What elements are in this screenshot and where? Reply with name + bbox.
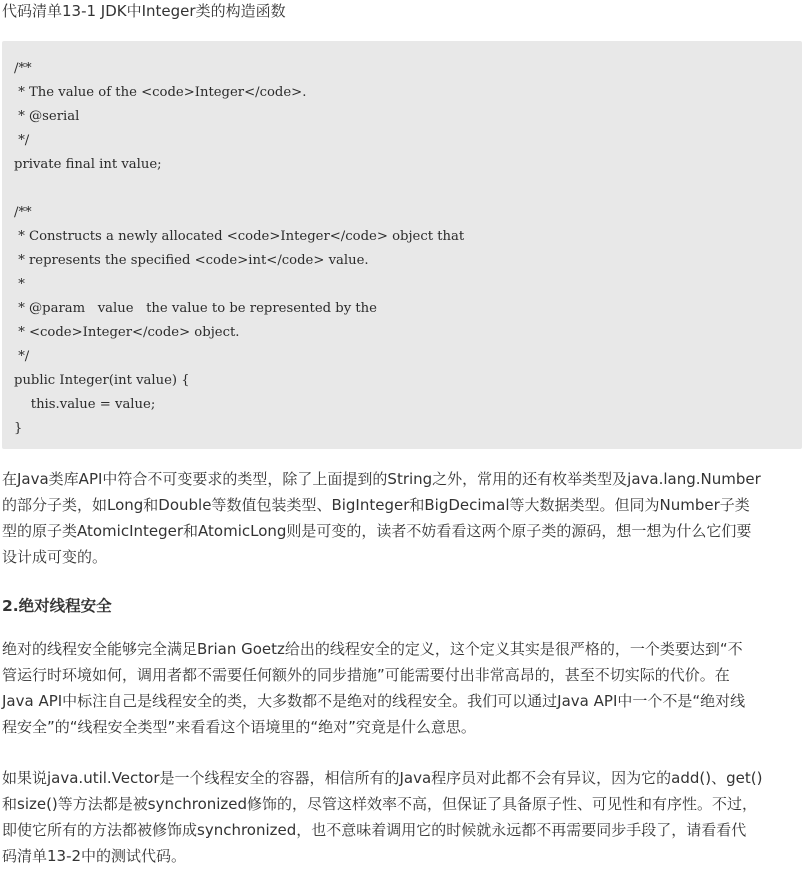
code-line: */ — [14, 133, 30, 148]
paragraph-vector-example — [2, 765, 804, 869]
code-caption: 代码清单13-1 JDK中Integer类的构造函数 — [2, 2, 286, 20]
paragraph-line: 管运行时环境如何，调用者都不需要任何额外的同步措施”可能需要付出非常高昂的，甚至不切实际的代价。在 — [2, 666, 730, 684]
paragraph-line: 在Java类库API中符合不可变要求的类型，除了上面提到的String之外，常用的还有枚举类型及java.lang.Number — [2, 470, 761, 488]
code-line: private final int value; — [14, 157, 162, 172]
paragraph-line: 设计成可变的。 — [2, 548, 108, 566]
code-line: } — [14, 421, 23, 436]
code-line: * Constructs a newly allocated <code>Integer</code> object that — [14, 229, 465, 244]
code-line: /** — [14, 61, 32, 76]
code-line: * @param value the value to be represented by the — [14, 301, 377, 316]
code-line: * — [14, 277, 25, 292]
paragraph-line: 绝对的线程安全能够完全满足Brian Goetz给出的线程安全的定义，这个定义其实是很严格的，一个类要达到“不 — [2, 640, 743, 658]
code-line: * The value of the <code>Integer</code>. — [14, 85, 307, 100]
paragraph-immutable-types — [2, 466, 804, 570]
paragraph-line: 码清单13-2中的测试代码。 — [2, 847, 187, 865]
paragraph-line: 型的原子类AtomicInteger和AtomicLong则是可变的，读者不妨看看这两个原子类的源码，想一想为什么它们要 — [2, 522, 752, 540]
code-line: * <code>Integer</code> object. — [14, 325, 240, 340]
paragraph-absolute-thread-safety — [2, 636, 804, 740]
paragraph-line: 的部分子类，如Long和Double等数值包装类型、BigInteger和BigDecimal等大数据类型。但同为Number子类 — [2, 496, 750, 514]
code-line: * represents the specified <code>int</code> value. — [14, 253, 369, 268]
paragraph-line: Java API中标注自己是线程安全的类，大多数都不是绝对的线程安全。我们可以通过Java API中一个不是“绝对线 — [2, 692, 746, 710]
section-heading: 2.绝对线程安全 — [2, 597, 112, 615]
code-line — [14, 177, 802, 201]
paragraph-line: 如果说java.util.Vector是一个线程安全的容器，相信所有的Java程序员对此都不会有异议，因为它的add()、get() — [2, 769, 763, 787]
code-line: * @serial — [14, 109, 80, 124]
paragraph-line: 程安全”的“线程安全类型”来看看这个语境里的“绝对”究竟是什么意思。 — [2, 718, 476, 736]
code-line: public Integer(int value) { — [14, 373, 190, 388]
paragraph-line: 即使它所有的方法都被修饰成synchronized，也不意味着调用它的时候就永远都不再需要同步手段了，请看看代 — [2, 821, 747, 839]
code-line: /** — [14, 205, 32, 220]
code-line: this.value = value; — [14, 397, 156, 412]
code-line: */ — [14, 349, 30, 364]
code-block — [2, 41, 802, 449]
paragraph-line: 和size()等方法都是被synchronized修饰的，尽管这样效率不高，但保证了具备原子性、可见性和有序性。不过， — [2, 795, 758, 813]
